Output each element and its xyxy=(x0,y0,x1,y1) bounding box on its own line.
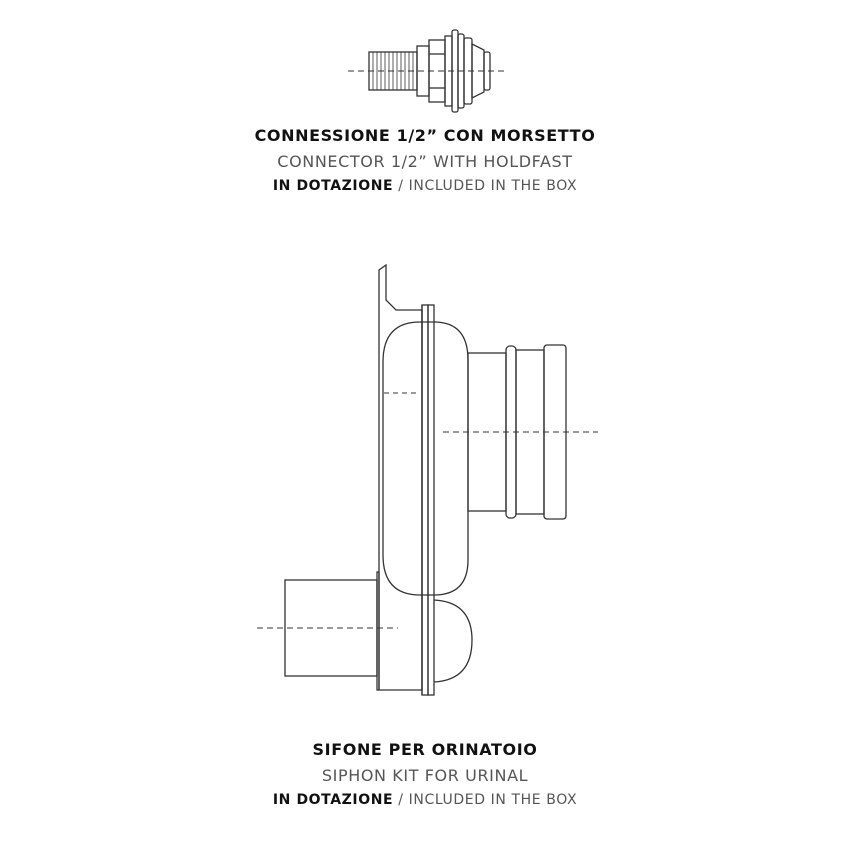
siphon-caption xyxy=(0,737,850,811)
connector-note-en: INCLUDED IN THE BOX xyxy=(408,178,578,194)
siphon-note-it: IN DOTAZIONE xyxy=(272,792,394,808)
connector-title-en: CONNECTOR 1/2” WITH HOLDFAST xyxy=(277,152,573,171)
connector-note-it: IN DOTAZIONE xyxy=(272,178,394,194)
siphon-title-it: SIFONE PER ORINATOIO xyxy=(312,740,538,759)
siphon-note-sep: / xyxy=(393,792,409,808)
siphon-drawing xyxy=(257,265,598,695)
connector-note xyxy=(0,175,850,197)
siphon-note-en: INCLUDED IN THE BOX xyxy=(408,792,578,808)
connector-caption xyxy=(0,123,850,197)
connector-drawing xyxy=(348,30,505,112)
connector-note-sep: / xyxy=(393,178,409,194)
siphon-note xyxy=(0,789,850,811)
connector-title-it: CONNESSIONE 1/2” CON MORSETTO xyxy=(254,126,596,145)
siphon-title-en: SIPHON KIT FOR URINAL xyxy=(321,766,529,785)
